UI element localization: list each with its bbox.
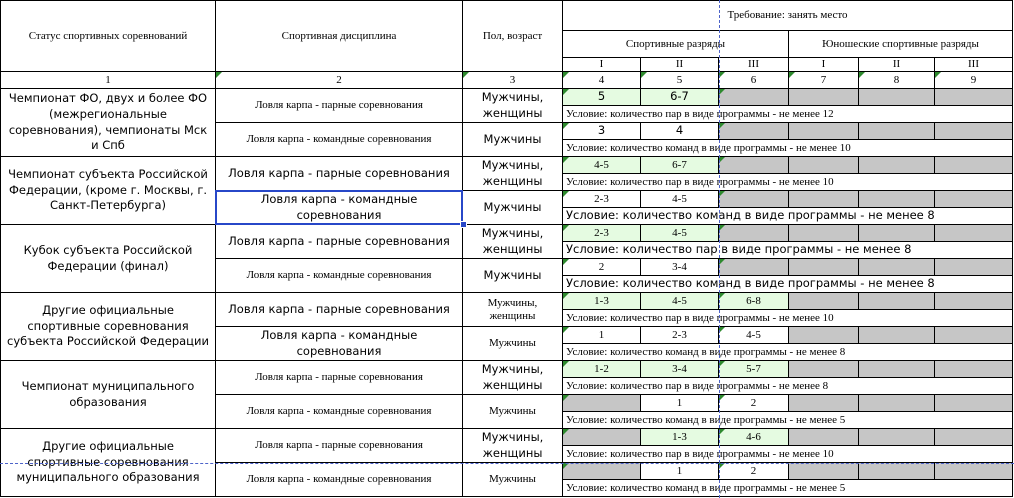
row-condition[interactable]: Условие: количество команд в виде программы - не менее 10 [562,139,1013,157]
place-cell[interactable]: 6-8 [718,292,789,310]
place-cell[interactable] [788,156,859,174]
place-cell[interactable] [858,122,935,140]
place-cell[interactable] [718,88,789,106]
place-cell[interactable] [858,224,935,242]
place-cell[interactable]: 4-5 [562,156,641,174]
header-col-num[interactable]: 3 [462,71,563,89]
place-cell[interactable] [934,258,1013,276]
place-cell[interactable]: 4-6 [718,428,789,446]
header-col-num[interactable]: 5 [640,71,719,89]
selection-fill-handle[interactable] [460,221,467,228]
header-col-num[interactable]: 6 [718,71,789,89]
row-discipline[interactable]: Ловля карпа - парные соревнования [215,292,463,327]
place-cell[interactable] [562,462,641,480]
place-cell[interactable] [718,224,789,242]
place-cell[interactable]: 2-3 [640,326,719,344]
place-cell[interactable]: 1-3 [640,428,719,446]
row-gender[interactable]: Мужчины, женщины [462,224,563,259]
place-cell[interactable] [788,360,859,378]
place-cell[interactable]: 4-5 [640,292,719,310]
row-gender[interactable]: Мужчины, женщины [462,292,563,327]
page-break-horizontal [0,463,1014,464]
place-cell[interactable] [562,428,641,446]
place-cell[interactable]: 2-3 [562,224,641,242]
place-cell[interactable]: 6-7 [640,88,719,106]
place-cell[interactable] [718,258,789,276]
row-gender[interactable]: Мужчины, женщины [462,156,563,191]
row-condition[interactable]: Условие: количество команд в виде программы - не менее 8 [562,207,1013,225]
header-col-num[interactable]: 8 [858,71,935,89]
place-cell[interactable]: 1-2 [562,360,641,378]
row-gender[interactable]: Мужчины [462,394,563,429]
place-cell[interactable]: 2 [718,394,789,412]
header-sport-ranks[interactable]: Спортивные разряды [562,30,789,58]
place-cell[interactable] [934,122,1013,140]
place-cell[interactable] [718,156,789,174]
row-status[interactable]: Кубок субъекта Российской Федерации (финал) [0,224,216,293]
header-youth-ranks[interactable]: Юношеские спортивные разряды [788,30,1013,58]
place-cell[interactable] [934,394,1013,412]
place-cell[interactable] [934,88,1013,106]
place-cell[interactable]: 3 [562,122,641,140]
row-condition[interactable]: Условие: количество пар в виде программы - не менее 12 [562,105,1013,123]
place-cell[interactable] [788,394,859,412]
place-cell[interactable] [858,88,935,106]
header-col-num[interactable]: 4 [562,71,641,89]
place-cell[interactable]: 2 [562,258,641,276]
row-gender[interactable]: Мужчины, женщины [462,88,563,123]
place-cell[interactable] [934,292,1013,310]
place-cell[interactable]: 1 [640,462,719,480]
row-discipline[interactable]: Ловля карпа - командные соревнования [215,190,463,225]
place-cell[interactable]: 5 [562,88,641,106]
place-cell[interactable]: 4-5 [640,224,719,242]
place-cell[interactable] [858,462,935,480]
place-cell[interactable]: 3-4 [640,360,719,378]
place-cell[interactable]: 2-3 [562,190,641,208]
row-gender[interactable]: Мужчины, женщины [462,360,563,395]
place-cell[interactable]: 5-7 [718,360,789,378]
row-status[interactable]: Чемпионат ФО, двух и более ФО (межрегиональные соревнования), чемпионаты Мск и Спб [0,88,216,157]
row-gender[interactable]: Мужчины [462,122,563,157]
row-gender[interactable]: Мужчины [462,462,563,497]
row-status[interactable]: Другие официальные спортивные соревнования субъекта Российской Федерации [0,292,216,361]
row-discipline[interactable]: Ловля карпа - парные соревнования [215,156,463,191]
place-cell[interactable] [934,360,1013,378]
row-status[interactable]: Другие официальные спортивные соревнования муниципального образования [0,428,216,497]
row-condition[interactable]: Условие: количество пар в виде программы - не менее 8 [562,377,1013,395]
place-cell[interactable] [934,428,1013,446]
row-condition[interactable]: Условие: количество команд в виде программы - не менее 5 [562,411,1013,429]
place-cell[interactable] [718,122,789,140]
row-condition[interactable]: Условие: количество пар в виде программы - не менее 10 [562,173,1013,191]
row-condition[interactable]: Условие: количество команд в виде программы - не менее 8 [562,343,1013,361]
row-discipline[interactable]: Ловля карпа - парные соревнования [215,224,463,259]
row-discipline[interactable]: Ловля карпа - командные соревнования [215,258,463,293]
place-cell[interactable] [788,190,859,208]
place-cell[interactable]: 1-3 [562,292,641,310]
place-cell[interactable] [788,88,859,106]
header-status[interactable]: Статус спортивных соревнований [0,0,216,72]
place-cell[interactable] [858,190,935,208]
row-gender[interactable]: Мужчины [462,326,563,361]
header-rank[interactable]: II [858,57,935,72]
place-cell[interactable]: 4-5 [640,190,719,208]
place-cell[interactable]: 1 [562,326,641,344]
row-condition[interactable]: Условие: количество пар в виде программы - не менее 10 [562,445,1013,463]
place-cell[interactable]: 2 [718,462,789,480]
header-rank[interactable]: II [640,57,719,72]
row-condition[interactable]: Условие: количество пар в виде программы - не менее 8 [562,241,1013,259]
place-cell[interactable] [788,326,859,344]
row-status[interactable]: Чемпионат муниципального образования [0,360,216,429]
place-cell[interactable] [858,258,935,276]
row-status[interactable]: Чемпионат субъекта Российской Федерации, (кроме г. Москвы, г. Санкт-Петербурга) [0,156,216,225]
place-cell[interactable] [788,292,859,310]
header-requirement[interactable]: Требование: занять место [562,0,1013,31]
place-cell[interactable] [934,462,1013,480]
place-cell[interactable] [562,394,641,412]
place-cell[interactable] [934,326,1013,344]
header-rank[interactable]: I [788,57,859,72]
place-cell[interactable]: 3-4 [640,258,719,276]
place-cell[interactable]: 6-7 [640,156,719,174]
place-cell[interactable] [788,258,859,276]
place-cell[interactable] [788,462,859,480]
header-col-num[interactable]: 1 [0,71,216,89]
place-cell[interactable]: 1 [640,394,719,412]
row-discipline[interactable]: Ловля карпа - командные соревнования [215,394,463,429]
row-discipline[interactable]: Ловля карпа - командные соревнования [215,326,463,361]
header-rank[interactable]: III [718,57,789,72]
place-cell[interactable]: 4-5 [718,326,789,344]
row-discipline[interactable]: Ловля карпа - парные соревнования [215,88,463,123]
place-cell[interactable] [788,224,859,242]
row-gender[interactable]: Мужчины [462,190,563,225]
header-col-num[interactable]: 2 [215,71,463,89]
row-condition[interactable]: Условие: количество команд в виде программы - не менее 8 [562,275,1013,293]
place-cell[interactable] [858,156,935,174]
place-cell[interactable] [718,190,789,208]
place-cell[interactable]: 4 [640,122,719,140]
header-col-num[interactable]: 7 [788,71,859,89]
row-discipline[interactable]: Ловля карпа - командные соревнования [215,462,463,497]
header-gender[interactable]: Пол, возраст [462,0,563,72]
place-cell[interactable] [788,428,859,446]
place-cell[interactable] [858,326,935,344]
page-break-vertical [719,0,720,498]
place-cell[interactable] [934,224,1013,242]
header-rank[interactable]: III [934,57,1013,72]
row-condition[interactable]: Условие: количество пар в виде программы - не менее 10 [562,309,1013,327]
row-discipline[interactable]: Ловля карпа - парные соревнования [215,428,463,463]
row-discipline[interactable]: Ловля карпа - парные соревнования [215,360,463,395]
place-cell[interactable] [858,394,935,412]
row-gender[interactable]: Мужчины, женщины [462,428,563,463]
place-cell[interactable] [858,292,935,310]
header-discipline[interactable]: Спортивная дисциплина [215,0,463,72]
place-cell[interactable] [858,428,935,446]
place-cell[interactable] [858,360,935,378]
row-discipline[interactable]: Ловля карпа - командные соревнования [215,122,463,157]
header-rank[interactable]: I [562,57,641,72]
place-cell[interactable] [788,122,859,140]
header-col-num[interactable]: 9 [934,71,1013,89]
place-cell[interactable] [934,190,1013,208]
place-cell[interactable] [934,156,1013,174]
row-condition[interactable]: Условие: количество команд в виде программы - не менее 5 [562,479,1013,497]
row-gender[interactable]: Мужчины [462,258,563,293]
